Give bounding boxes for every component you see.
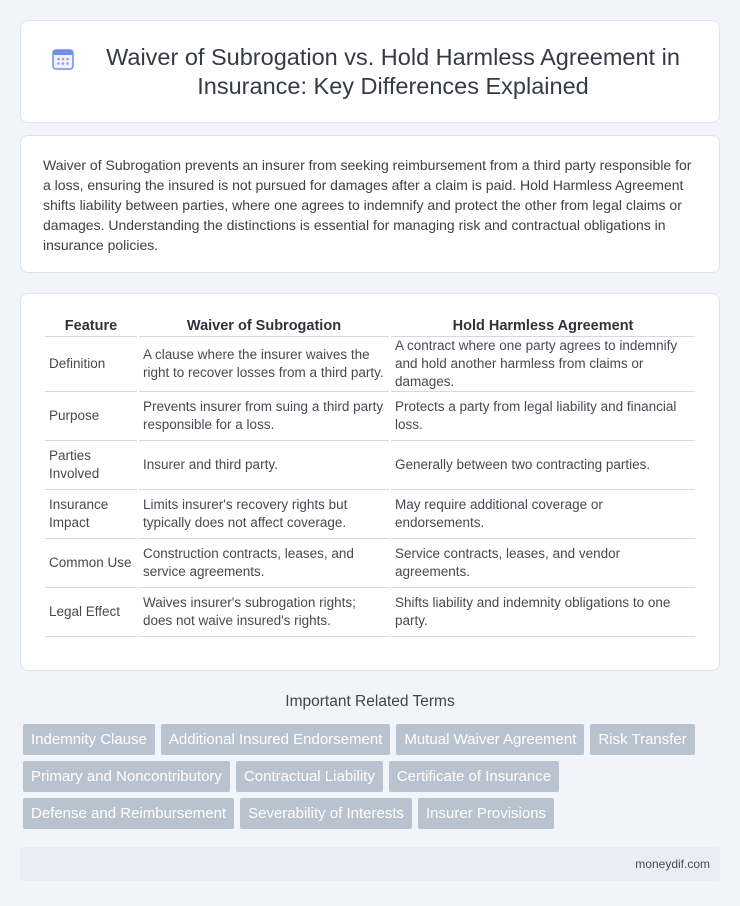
table-row [45, 539, 695, 588]
table-row [45, 588, 695, 637]
waiver-cell: Limits insurer's recovery rights but typically does not affect coverage. [139, 490, 389, 539]
feature-cell: Definition [45, 337, 137, 392]
feature-cell: Common Use [45, 539, 137, 588]
tag-insurer-provisions[interactable]: Insurer Provisions [418, 798, 554, 829]
tag-additional-insured-endorsement[interactable]: Additional Insured Endorsement [161, 724, 390, 755]
waiver-cell: A clause where the insurer waives the right to recover losses from a third party. [139, 337, 389, 392]
waiver-cell: Prevents insurer from suing a third party responsible for a loss. [139, 392, 389, 441]
footer [20, 847, 720, 881]
tag-severability-of-interests[interactable]: Severability of Interests [240, 798, 412, 829]
related-terms-tags [23, 724, 723, 835]
waiver-cell: Insurer and third party. [139, 441, 389, 490]
table-row [45, 392, 695, 441]
table-row [45, 441, 695, 490]
comparison-card [20, 293, 720, 671]
table-header-row [45, 314, 695, 337]
header-waiver: Waiver of Subrogation [139, 314, 389, 337]
waiver-cell: Construction contracts, leases, and service agreements. [139, 539, 389, 588]
hold-harmless-cell: Generally between two contracting parties. [391, 441, 695, 490]
feature-cell: Legal Effect [45, 588, 137, 637]
hold-harmless-cell: Service contracts, leases, and vendor agreements. [391, 539, 695, 588]
tag-defense-and-reimbursement[interactable]: Defense and Reimbursement [23, 798, 234, 829]
tag-risk-transfer[interactable]: Risk Transfer [590, 724, 694, 755]
tag-certificate-of-insurance[interactable]: Certificate of Insurance [389, 761, 559, 792]
table-row [45, 490, 695, 539]
tag-indemnity-clause[interactable]: Indemnity Clause [23, 724, 155, 755]
footer-site[interactable]: moneydif.com [635, 857, 710, 871]
header-feature: Feature [45, 314, 137, 337]
feature-cell: Insurance Impact [45, 490, 137, 539]
title-card [20, 20, 720, 123]
tag-mutual-waiver-agreement[interactable]: Mutual Waiver Agreement [396, 724, 584, 755]
hold-harmless-cell: May require additional coverage or endorsements. [391, 490, 695, 539]
page-title: Waiver of Subrogation vs. Hold Harmless Agreement in Insurance: Key Differences Explained [106, 43, 680, 99]
tag-contractual-liability[interactable]: Contractual Liability [236, 761, 383, 792]
feature-cell: Parties Involved [45, 441, 137, 490]
tag-primary-and-noncontributory[interactable]: Primary and Noncontributory [23, 761, 230, 792]
calendar-icon [51, 47, 75, 71]
comparison-table [43, 314, 697, 637]
hold-harmless-cell: Protects a party from legal liability and financial loss. [391, 392, 695, 441]
waiver-cell: Waives insurer's subrogation rights; does not waive insured's rights. [139, 588, 389, 637]
header-hold-harmless: Hold Harmless Agreement [391, 314, 695, 337]
feature-cell: Purpose [45, 392, 137, 441]
intro-paragraph: Waiver of Subrogation prevents an insurer from seeking reimbursement from a third party responsible for a loss, ensuring the insured is not pursued for damages after a claim is paid. Hold Harmless Agreement shifts liability between parties, where one agrees to indemnify and protect the other from legal claims or damages. Understanding the distinctions is essential for managing risk and contractual obligations in insurance policies. [43, 157, 692, 253]
hold-harmless-cell: Shifts liability and indemnity obligations to one party. [391, 588, 695, 637]
related-terms-heading: Important Related Terms [285, 693, 455, 710]
hold-harmless-cell: A contract where one party agrees to indemnify and hold another harmless from claims or damages. [391, 337, 695, 392]
table-row [45, 337, 695, 392]
title-wrap [51, 43, 689, 101]
intro-card [20, 135, 720, 273]
